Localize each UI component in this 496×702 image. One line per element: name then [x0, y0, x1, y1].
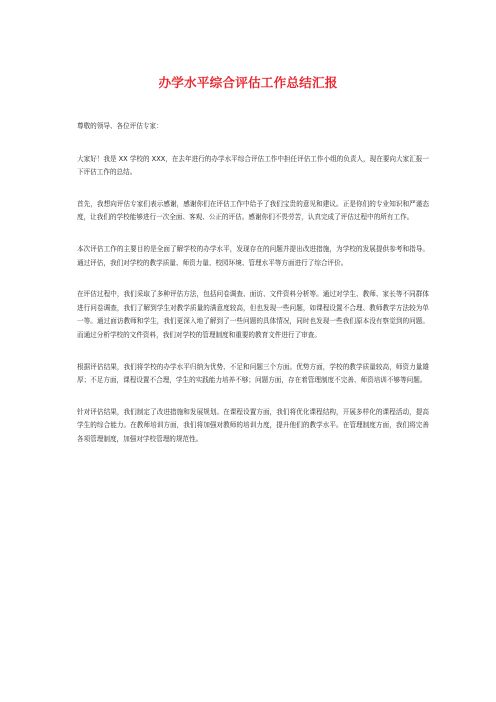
- document-body: [77, 120, 429, 465]
- paragraph-measures: 针对评估结果，我们制定了改进措施和发展规划。在课程设置方面，我们将优化课程结构，开展多样化的课程活动，提高学生的综合能力。在教师培训方面，我们将加强对教师的培训力度，提升他们的教学水平。在管理制度方面，我们将完善各项管理制度，加强对学校管理的规范性。: [77, 407, 429, 443]
- paragraph-methods: 在评估过程中，我们采取了多种评估方法，包括问卷调查、面访、文件资料分析等。通过对学生、教师、家长等不同群体进行问卷调查，我们了解到学生对教学质量的满意度较高，但也发现一些问题，如课程设置不合理、教师教学方法较为单一等。通过面访教师和学生，我们更深入地了解到了一些问题的具体情况，同时也发现一些我们原本没有察觉到的问题。而通过分析学校的文件资料，我们对学校的管理制度和重要的教育文件进行了审查。: [77, 290, 429, 339]
- paragraph-thanks: 首先，我想向评估专家们表示感谢，感谢你们在评估工作中给予了我们宝贵的意见和建议。正是你们的专业知识和严谨态度，让我们的学校能够进行一次全面、客观、公正的评估。感谢你们不畏劳苦，认真完成了评估过程中的所有工作。: [77, 199, 429, 222]
- paragraph-intro: 大家好！我是 XX 学校的 XXX，在去年进行的办学水平综合评估工作中担任评估工作小组的负责人，现在要向大家汇报一下评估工作的总结。: [77, 154, 429, 177]
- paragraph-results: 根据评估结果，我们将学校的办学水平归纳为优势、不足和问题三个方面。优势方面，学校的教学质量较高，师资力量雄厚；不足方面，课程设置不合理，学生的实践能力培养不够；问题方面，存在着管理制度不完善、师资培训不够等问题。: [77, 362, 429, 385]
- document-title: 办学水平综合评估工作总结汇报: [158, 75, 338, 90]
- greeting-line: 尊敬的领导、各位评估专家：: [77, 122, 163, 130]
- paragraph-purpose: 本次评估工作的主要目的是全面了解学校的办学水平，发现存在的问题并提出改进措施，为学校的发展提供参考和指导。通过评估，我们对学校的教学质量、师资力量、校园环境、管理水平等方面进行了综合评价。: [77, 244, 429, 267]
